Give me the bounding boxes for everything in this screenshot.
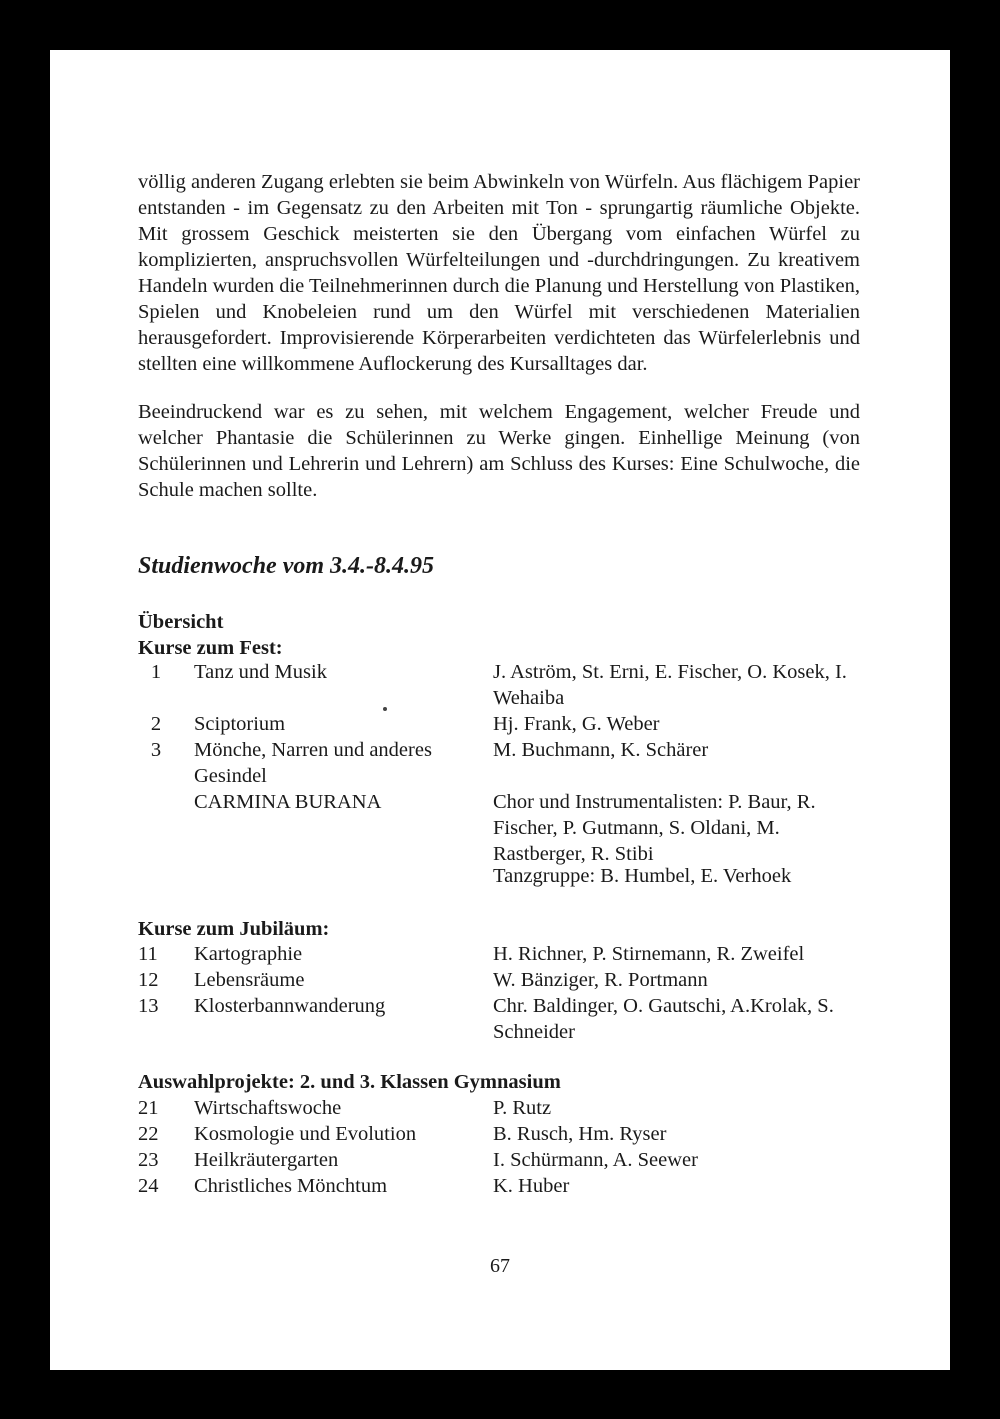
project-number: 23 (138, 1149, 159, 1171)
course-number: 13 (138, 995, 159, 1017)
project-leaders: P. Rutz (493, 1097, 552, 1119)
section-heading: Studienwoche vom 3.4.-8.4.95 (138, 553, 435, 579)
project-number: 22 (138, 1123, 159, 1145)
course-leaders-dance: Tanzgruppe: B. Humbel, E. Verhoek (493, 865, 792, 887)
project-leaders: K. Huber (493, 1175, 570, 1197)
project-title: Wirtschaftswoche (194, 1097, 342, 1119)
course-number: 12 (138, 969, 159, 991)
course-leaders: Chr. Baldinger, O. Gautschi, A.Krolak, S. Schneider (493, 995, 834, 1043)
project-leaders: B. Rusch, Hm. Ryser (493, 1123, 667, 1145)
course-number: 3 (150, 739, 162, 761)
course-title: CARMINA BURANA (194, 791, 382, 813)
project-title: Christliches Mönchtum (194, 1175, 388, 1197)
auswahl-heading: Auswahlprojekte: 2. und 3. Klassen Gymnasium (138, 1071, 561, 1093)
course-leaders: Hj. Frank, G. Weber (493, 713, 660, 735)
course-leaders: W. Bänziger, R. Portmann (493, 969, 708, 991)
project-leaders: I. Schürmann, A. Seewer (493, 1149, 698, 1171)
project-number: 21 (138, 1097, 159, 1119)
course-leaders: M. Buchmann, K. Schärer (493, 739, 709, 761)
course-leaders: Chor und Instrumentalisten: P. Baur, R. Fischer, P. Gutmann, S. Oldani, M. Rastberger, R. Stibi (493, 791, 816, 865)
course-title: Tanz und Musik (194, 661, 327, 683)
project-title: Kosmologie und Evolution (194, 1123, 417, 1145)
body-paragraph: Beeindruckend war es zu sehen, mit welchem Engagement, welcher Freude und welcher Phantasie die Schülerinnen zu Werke gingen. Einhellige Meinung (von Schülerinnen und Lehrerin und Lehrern) am Schluss des Kurses: Eine Schulwoche, die Schule machen sollte. (138, 401, 860, 501)
overview-title: Übersicht (138, 611, 224, 633)
document-page (50, 50, 950, 1370)
course-number: 2 (150, 713, 162, 735)
project-title: Heilkräutergarten (194, 1149, 339, 1171)
project-number: 24 (138, 1175, 159, 1197)
fest-heading: Kurse zum Fest: (138, 637, 283, 659)
jubilaeum-heading: Kurse zum Jubiläum: (138, 918, 330, 940)
course-title: Lebensräume (194, 969, 305, 991)
course-title: Sciptorium (194, 713, 286, 735)
course-leaders: H. Richner, P. Stirnemann, R. Zweifel (493, 943, 805, 965)
course-title: Klosterbannwanderung (194, 995, 386, 1017)
course-title: Kartographie (194, 943, 303, 965)
course-title: Mönche, Narren und anderes Gesindel (194, 739, 432, 787)
body-paragraph: völlig anderen Zugang erlebten sie beim Abwinkeln von Würfeln. Aus flächigem Papier entstanden - im Gegensatz zu den Arbeiten mit Ton - sprungartig räumliche Objekte. Mit grossem Geschick meisterten sie den Übergang vom einfachen Würfel zu komplizierten, anspruchsvollen Würfelteilungen und -durchdringungen. Zu kreativem Handeln wurden die Teilnehmerinnen durch die Planung und Herstellung von Plastiken, Spielen und Knobeleien rund um den Würfel mit verschiedenen Materialien herausgefordert. Improvisierende Körperarbeiten verdichteten das Würfelerlebnis und stellten eine willkommene Auflockerung des Kursalltages dar. (138, 171, 860, 375)
page-number: 67 (490, 1255, 510, 1277)
course-number: 1 (150, 661, 162, 683)
course-leaders: J. Aström, St. Erni, E. Fischer, O. Kosek, I. Wehaiba (493, 661, 847, 709)
course-number: 11 (138, 943, 158, 965)
